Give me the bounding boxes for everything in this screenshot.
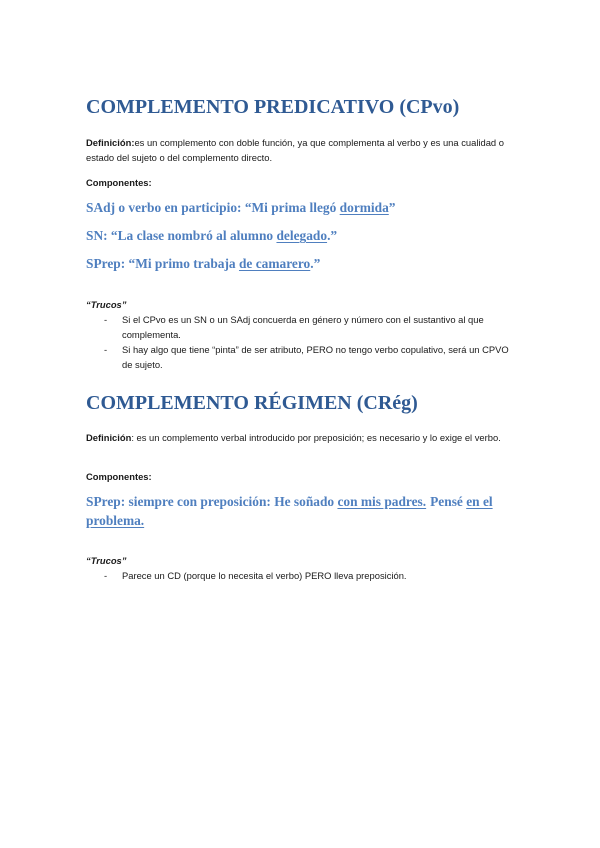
list-item-text: Parece un CD (porque lo necesita el verbo) PERO lleva preposición. — [122, 570, 407, 581]
definition-paragraph — [86, 135, 516, 165]
example-sprep — [86, 254, 320, 273]
bullet-dash: - — [104, 314, 108, 325]
bullet-dash: - — [104, 570, 108, 581]
example-underlined: dormida — [339, 200, 389, 215]
definition-text: : es un complemento verbal introducido por preposición; es necesario y lo exige el verbo. — [131, 432, 501, 443]
list-item — [86, 312, 516, 342]
example-text: SN: “La clase nombró al alumno — [86, 228, 277, 243]
example-underlined: con mis padres. — [337, 494, 427, 509]
example-sn — [86, 226, 337, 245]
example-text: ” — [388, 200, 396, 215]
example-text: SPrep: “Mi primo trabaja — [86, 256, 239, 271]
example-underlined: de camarero — [238, 256, 311, 271]
example-text: .” — [310, 256, 321, 271]
example-underlined: delegado — [276, 228, 328, 243]
list-item — [86, 568, 516, 583]
list-item-text: Si el CPvo es un SN o un SAdj concuerda en género y número con el sustantivo al que complementa. — [122, 314, 484, 340]
example-text: Pensé — [430, 494, 467, 509]
example-text: .” — [327, 228, 338, 243]
example-text: SPrep: siempre con preposición: He soñado — [86, 494, 338, 509]
section-title-predicativo: COMPLEMENTO PREDICATIVO (CPvo) — [86, 96, 460, 118]
components-label: Componentes: — [86, 177, 152, 188]
bullet-dash: - — [104, 344, 108, 355]
definition-label: Definición: — [86, 137, 135, 148]
example-underlined: en el problema. — [86, 494, 493, 528]
tricks-list — [86, 568, 516, 583]
example-text: SAdj o verbo en participio: “Mi prima llegó — [86, 200, 340, 215]
tricks-label: “Trucos” — [86, 299, 127, 310]
tricks-list — [86, 312, 516, 372]
definition-paragraph — [86, 430, 516, 445]
example-sadj — [86, 198, 395, 217]
example-regimen — [86, 492, 526, 530]
definition-label: Definición — [86, 432, 132, 443]
list-item — [86, 342, 516, 372]
definition-text: es un complemento con doble función, ya que complementa al verbo y es una cualidad o estado del sujeto o del complemento directo. — [86, 137, 504, 163]
tricks-label: “Trucos” — [86, 555, 127, 566]
list-item-text: Si hay algo que tiene “pinta” de ser atributo, PERO no tengo verbo copulativo, será un CPVO de sujeto. — [122, 344, 509, 370]
components-label: Componentes: — [86, 471, 152, 482]
section-title-regimen: COMPLEMENTO RÉGIMEN (CRég) — [86, 392, 418, 414]
